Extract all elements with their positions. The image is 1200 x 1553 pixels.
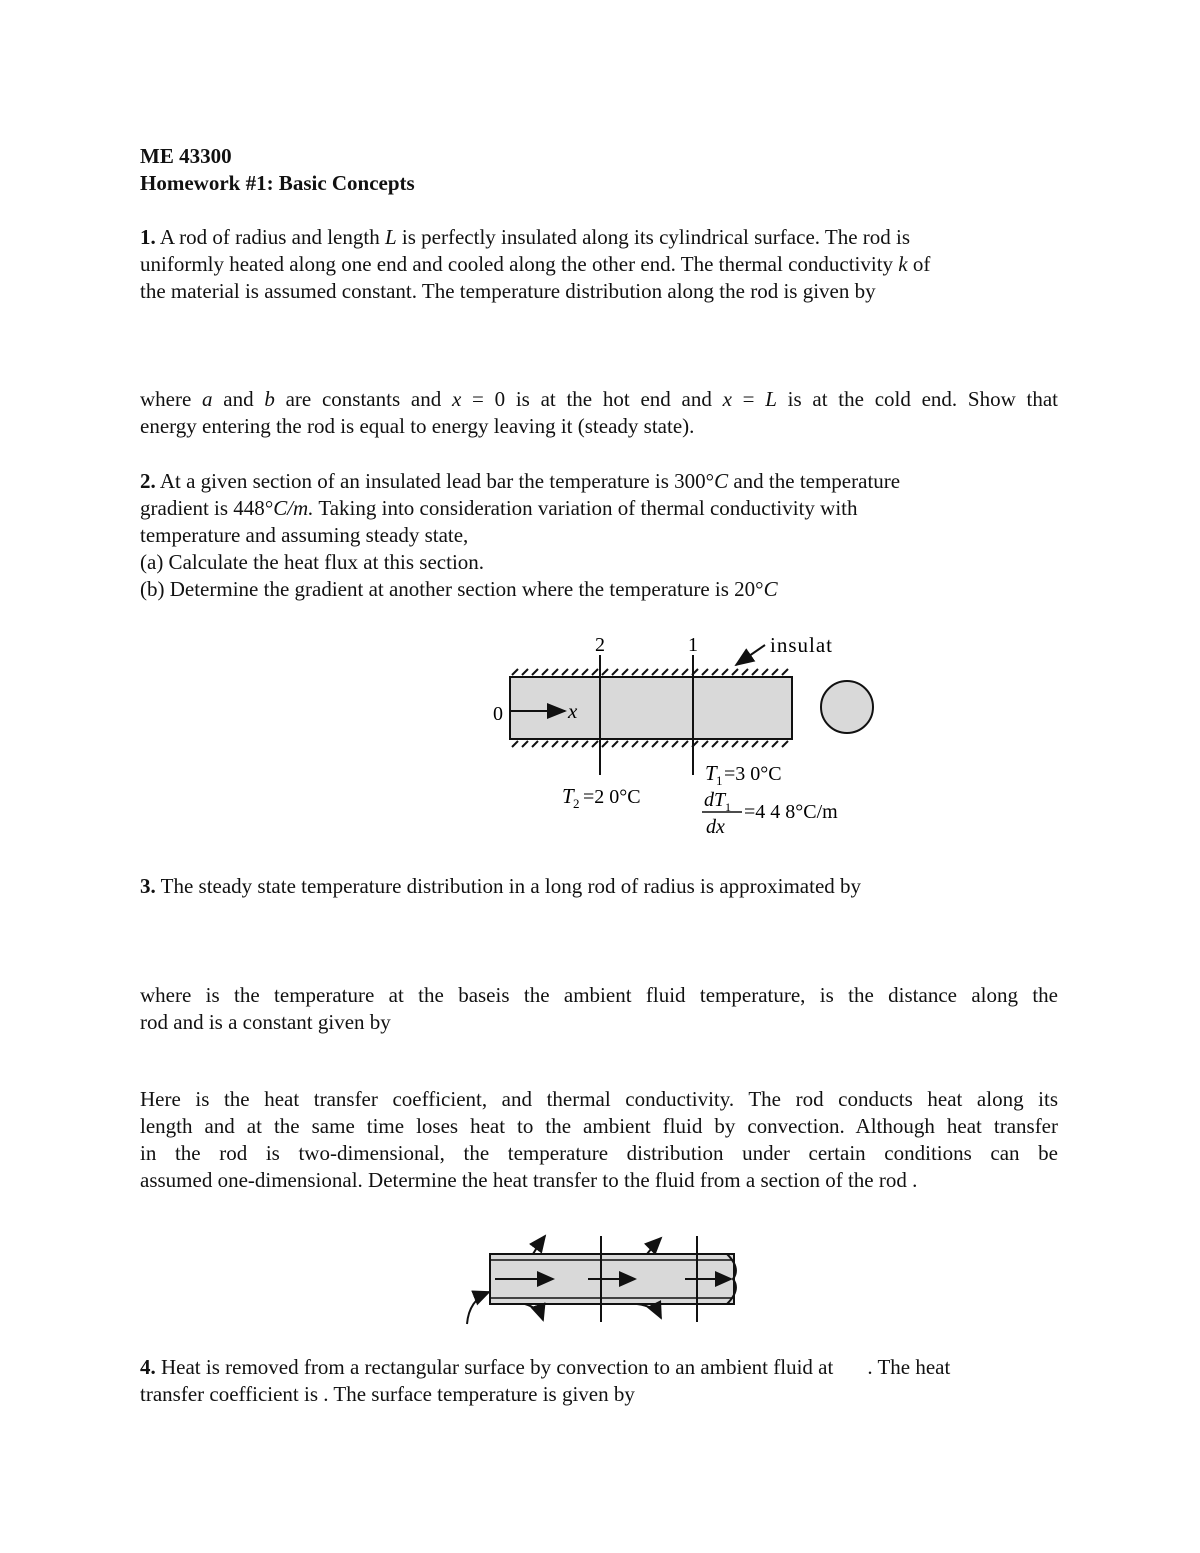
- problem-1-number: 1.: [140, 225, 156, 249]
- convection-arrow: [647, 1238, 661, 1254]
- insulation-arrow: [736, 645, 765, 665]
- problem-1-line-4: [140, 386, 1058, 413]
- problem-2-line-3: temperature and assuming steady state,: [140, 523, 469, 547]
- degree-symbol: °: [705, 469, 715, 493]
- text-span: of: [907, 252, 931, 276]
- origin-label: 0: [493, 703, 503, 725]
- insulation-label: insulat: [770, 633, 833, 657]
- problem-4-line-2: transfer coefficient is . The surface temperature is given by: [140, 1382, 635, 1406]
- convection-rod-figure: [455, 1228, 755, 1328]
- text-span: uniformly heated along one end and cooled along the other end. The thermal conductivity: [140, 252, 899, 276]
- symbol-b: b: [264, 387, 275, 411]
- text-span: gradient is 448: [140, 496, 265, 520]
- insulation-hatch-bottom: [512, 741, 788, 747]
- problem-2-number: 2.: [140, 469, 156, 493]
- text-span: is at the cold end. Show that: [776, 387, 1058, 411]
- text-span: are constants and: [274, 387, 452, 411]
- homework-title: Homework #1: Basic Concepts: [140, 171, 415, 195]
- t2-value: =2 0°C: [583, 786, 641, 808]
- degree-symbol: °: [755, 577, 764, 601]
- problem-1-line-3: the material is assumed constant. The temperature distribution along the rod is given by: [140, 279, 876, 303]
- problem-4-line-1: [140, 1354, 950, 1381]
- text-span: and the temperature: [728, 469, 901, 493]
- problem-1-line-2: [140, 251, 930, 278]
- convection-arrow: [533, 1236, 545, 1254]
- problem-3-number: 3.: [140, 874, 156, 898]
- gradient-value: =4 4 8°C/m: [744, 801, 838, 823]
- symbol-a: a: [202, 387, 213, 411]
- t2-subscript: 2: [573, 796, 580, 811]
- lead-bar-figure: [480, 625, 900, 845]
- symbol-L: L: [384, 225, 397, 249]
- text-span: is perfectly insulated along its cylindrical surface. The rod is: [396, 225, 911, 249]
- text-span: where: [140, 387, 203, 411]
- symbol-L: L: [765, 387, 777, 411]
- text-span: (b) Determine the gradient at another section where the temperature is 20: [140, 577, 756, 601]
- gradient-denominator: dx: [706, 816, 725, 838]
- problem-2-part-b: [140, 576, 778, 603]
- unit-c-per-m: C/m.: [273, 496, 314, 520]
- problem-2-line-1: [140, 468, 900, 495]
- t1-symbol: T: [705, 761, 717, 785]
- unit-c: C: [714, 469, 729, 493]
- cross-section-circle: [821, 681, 873, 733]
- t2-symbol: T: [562, 784, 574, 808]
- problem-3-line-1: [140, 873, 861, 900]
- symbol-k: k: [898, 252, 908, 276]
- text-span: Heat is removed from a rectangular surface by convection to an ambient fluid at: [155, 1355, 834, 1379]
- problem-3-line-3: rod and is a constant given by: [140, 1010, 391, 1034]
- unit-c: C: [763, 577, 778, 601]
- symbol-x: x: [451, 387, 462, 411]
- gradient-numerator-subscript: 1: [725, 800, 731, 814]
- problem-3-line-2: where is the temperature at the baseis the ambient fluid temperature, is the distance along the: [140, 983, 1058, 1007]
- problem-4-number: 4.: [140, 1355, 156, 1379]
- t1-value: =3 0°C: [724, 763, 782, 785]
- problem-2-line-2: [140, 495, 858, 522]
- problem-3-line-4: Here is the heat transfer coefficient, and thermal conductivity. The rod conducts heat along its: [140, 1087, 1058, 1111]
- convection-arrow: [525, 1304, 543, 1320]
- symbol-x: x: [722, 387, 732, 411]
- problem-3-line-5: length and at the same time loses heat to the ambient fluid by convection. Although heat transfer: [140, 1114, 1058, 1138]
- text-span: and: [212, 387, 265, 411]
- problem-3-line-7: assumed one-dimensional. Determine the heat transfer to the fluid from a section of the rod .: [140, 1168, 918, 1192]
- insulation-hatch-top: [512, 669, 788, 675]
- text-span: At a given section of an insulated lead bar the temperature is 300: [155, 469, 706, 493]
- lead-bar: [510, 677, 792, 739]
- problem-3-line-6: in the rod is two-dimensional, the temperature distribution under certain conditions can be: [140, 1141, 1058, 1165]
- course-code: ME 43300: [140, 144, 232, 168]
- text-span: A rod of radius and length: [155, 225, 385, 249]
- degree-symbol: °: [264, 496, 274, 520]
- text-span: = 0 is at the hot end and: [461, 387, 723, 411]
- text-span: Taking into consideration variation of thermal conductivity with: [313, 496, 858, 520]
- problem-1-line-1: [140, 224, 910, 251]
- t1-subscript: 1: [716, 773, 723, 788]
- problem-1-line-5: energy entering the rod is equal to energy leaving it (steady state).: [140, 414, 695, 438]
- heat-input-arrow: [467, 1292, 489, 1324]
- problem-2-part-a: (a) Calculate the heat flux at this section.: [140, 550, 485, 574]
- text-span: =: [731, 387, 766, 411]
- x-axis-label: x: [568, 699, 578, 723]
- convection-arrow: [637, 1304, 661, 1318]
- section-1-label: 1: [688, 634, 698, 656]
- section-2-label: 2: [595, 634, 605, 656]
- text-span: . The heat: [867, 1355, 951, 1379]
- text-span: The steady state temperature distribution in a long rod of radius is approximated by: [155, 874, 862, 898]
- gradient-numerator: dT: [704, 789, 726, 811]
